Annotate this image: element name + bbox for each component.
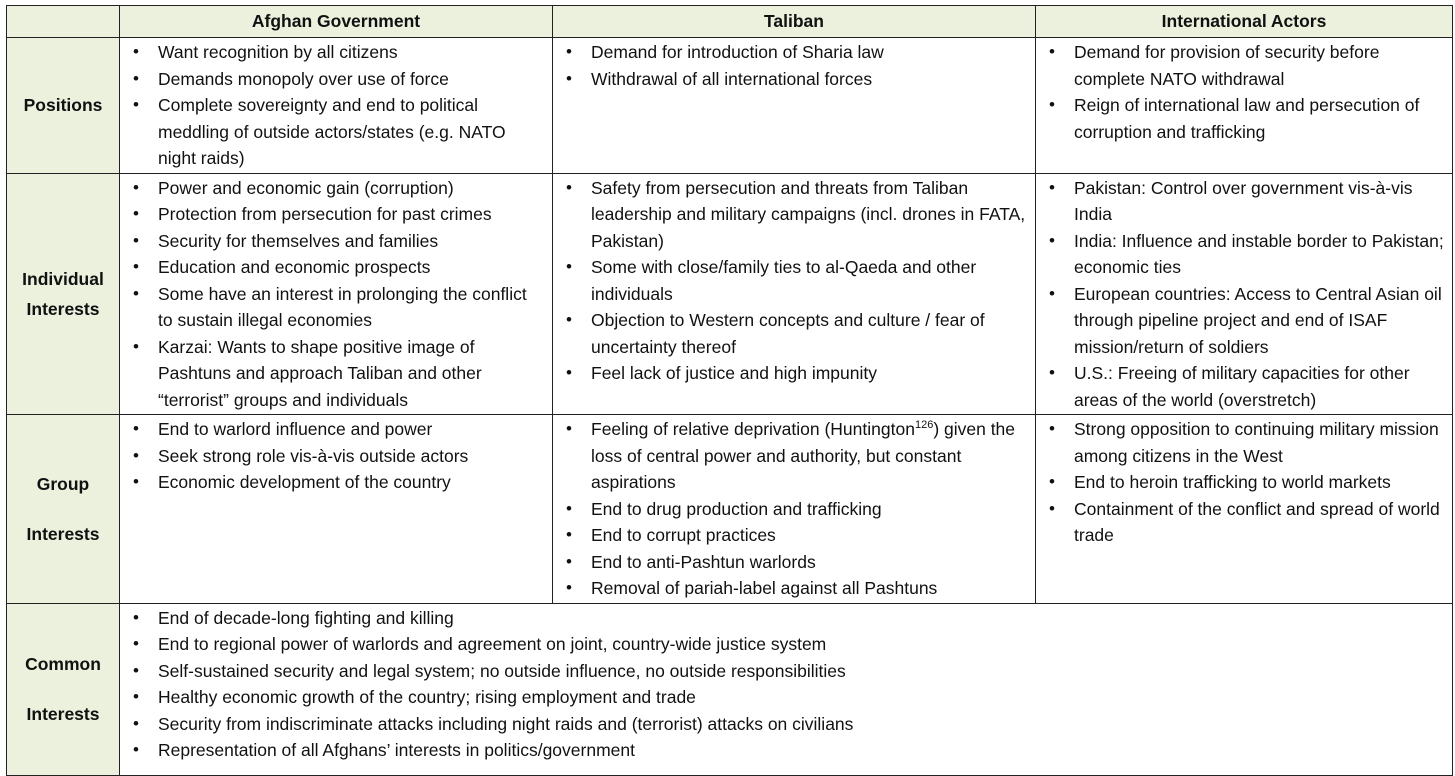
list-item: • Removal of pariah-label against all Pashtuns bbox=[553, 575, 1029, 602]
list-item: • Demands monopoly over use of force bbox=[120, 66, 546, 93]
positions-taliban bbox=[553, 38, 1036, 174]
group-interests-row bbox=[7, 415, 1453, 604]
list-item-text: Feeling of relative deprivation (Huntington bbox=[591, 419, 915, 439]
corner-header bbox=[7, 6, 120, 38]
list-item: • End to heroin trafficking to world markets bbox=[1036, 469, 1446, 496]
row-label-line: Interests bbox=[26, 704, 100, 724]
list-item: • Safety from persecution and threats from Taliban leadership and military campaigns (incl. drones in FATA, Pakistan) bbox=[553, 175, 1029, 255]
list-item: • Karzai: Wants to shape positive image of Pashtuns and approach Taliban and other “terrorist” groups and individuals bbox=[120, 334, 546, 414]
list-item: • End to anti-Pashtun warlords bbox=[553, 549, 1029, 576]
list-item bbox=[553, 416, 1029, 496]
row-label-common-interests bbox=[7, 603, 120, 775]
list-item: • End of decade-long fighting and killing bbox=[120, 605, 1446, 632]
list-item: • Reign of international law and persecution of corruption and trafficking bbox=[1036, 92, 1446, 145]
header-row bbox=[7, 6, 1453, 38]
row-label-line: Positions bbox=[23, 95, 103, 116]
individual-interests-taliban bbox=[553, 173, 1036, 415]
list-item: • Pakistan: Control over government vis-à-vis India bbox=[1036, 175, 1446, 228]
list-item: • Want recognition by all citizens bbox=[120, 39, 546, 66]
list-item: • End to warlord influence and power bbox=[120, 416, 546, 443]
positions-afghan-government bbox=[120, 38, 553, 174]
row-label-positions bbox=[7, 38, 120, 174]
positions-row bbox=[7, 38, 1453, 174]
list-item: • Healthy economic growth of the country; rising employment and trade bbox=[120, 684, 1446, 711]
interests-table bbox=[6, 5, 1453, 776]
group-interests-afghan-government bbox=[120, 415, 553, 604]
list-item: • End to corrupt practices bbox=[553, 522, 1029, 549]
header-afghan-government: Afghan Government bbox=[120, 6, 553, 38]
list-item: • Security from indiscriminate attacks including night raids and (terrorist) attacks on civilians bbox=[120, 711, 1446, 738]
row-label-line: Group bbox=[36, 473, 90, 494]
individual-interests-international-actors bbox=[1036, 173, 1453, 415]
header-international-actors: International Actors bbox=[1036, 6, 1453, 38]
list-item: • End to regional power of warlords and agreement on joint, country-wide justice system bbox=[120, 631, 1446, 658]
positions-international-actors bbox=[1036, 38, 1453, 174]
list-item: • Containment of the conflict and spread of world trade bbox=[1036, 496, 1446, 549]
common-interests-cell bbox=[120, 603, 1453, 775]
row-label-line: Common bbox=[25, 654, 101, 674]
list-item: • Complete sovereignty and end to political meddling of outside actors/states (e.g. NATO night raids) bbox=[120, 92, 546, 172]
list-item: • End to drug production and trafficking bbox=[553, 496, 1029, 523]
header-taliban: Taliban bbox=[553, 6, 1036, 38]
list-item: • Withdrawal of all international forces bbox=[553, 66, 1029, 93]
individual-interests-afghan-government bbox=[120, 173, 553, 415]
list-item: • Power and economic gain (corruption) bbox=[120, 175, 546, 202]
row-label-line: Individual bbox=[22, 268, 104, 289]
row-label-individual-interests bbox=[7, 173, 120, 415]
row-label-line: Interests bbox=[26, 298, 100, 319]
list-item: • Some have an interest in prolonging the conflict to sustain illegal economies bbox=[120, 281, 546, 334]
individual-interests-row bbox=[7, 173, 1453, 415]
list-item: • Security for themselves and families bbox=[120, 228, 546, 255]
row-label-group-interests bbox=[7, 415, 120, 604]
list-item: • Feel lack of justice and high impunity bbox=[553, 360, 1029, 387]
list-item-text-continued: ) given the loss of central power and authority, but constant aspirations bbox=[591, 419, 1016, 492]
common-interests-row bbox=[7, 603, 1453, 775]
list-item: • India: Influence and instable border to Pakistan; economic ties bbox=[1036, 228, 1446, 281]
group-interests-international-actors bbox=[1036, 415, 1453, 604]
list-item: • U.S.: Freeing of military capacities for other areas of the world (overstretch) bbox=[1036, 360, 1446, 413]
list-item: • Demand for introduction of Sharia law bbox=[553, 39, 1029, 66]
list-item: • Seek strong role vis-à-vis outside actors bbox=[120, 443, 546, 470]
list-item: • Self-sustained security and legal system; no outside influence, no outside responsibilities bbox=[120, 658, 1446, 685]
list-item: • Education and economic prospects bbox=[120, 254, 546, 281]
list-item: • Strong opposition to continuing military mission among citizens in the West bbox=[1036, 416, 1446, 469]
row-label-line: Interests bbox=[26, 523, 100, 544]
list-item: • Representation of all Afghans’ interests in politics/government bbox=[120, 737, 1446, 764]
footnote-marker: 126 bbox=[914, 419, 934, 432]
list-item: • Some with close/family ties to al-Qaeda and other individuals bbox=[553, 254, 1029, 307]
list-item: • Objection to Western concepts and culture / fear of uncertainty thereof bbox=[553, 307, 1029, 360]
list-item: • Protection from persecution for past crimes bbox=[120, 201, 546, 228]
list-item: • Demand for provision of security before complete NATO withdrawal bbox=[1036, 39, 1446, 92]
list-item: • Economic development of the country bbox=[120, 469, 546, 496]
group-interests-taliban bbox=[553, 415, 1036, 604]
list-item: • European countries: Access to Central Asian oil through pipeline project and end of ISAF mission/return of soldiers bbox=[1036, 281, 1446, 361]
